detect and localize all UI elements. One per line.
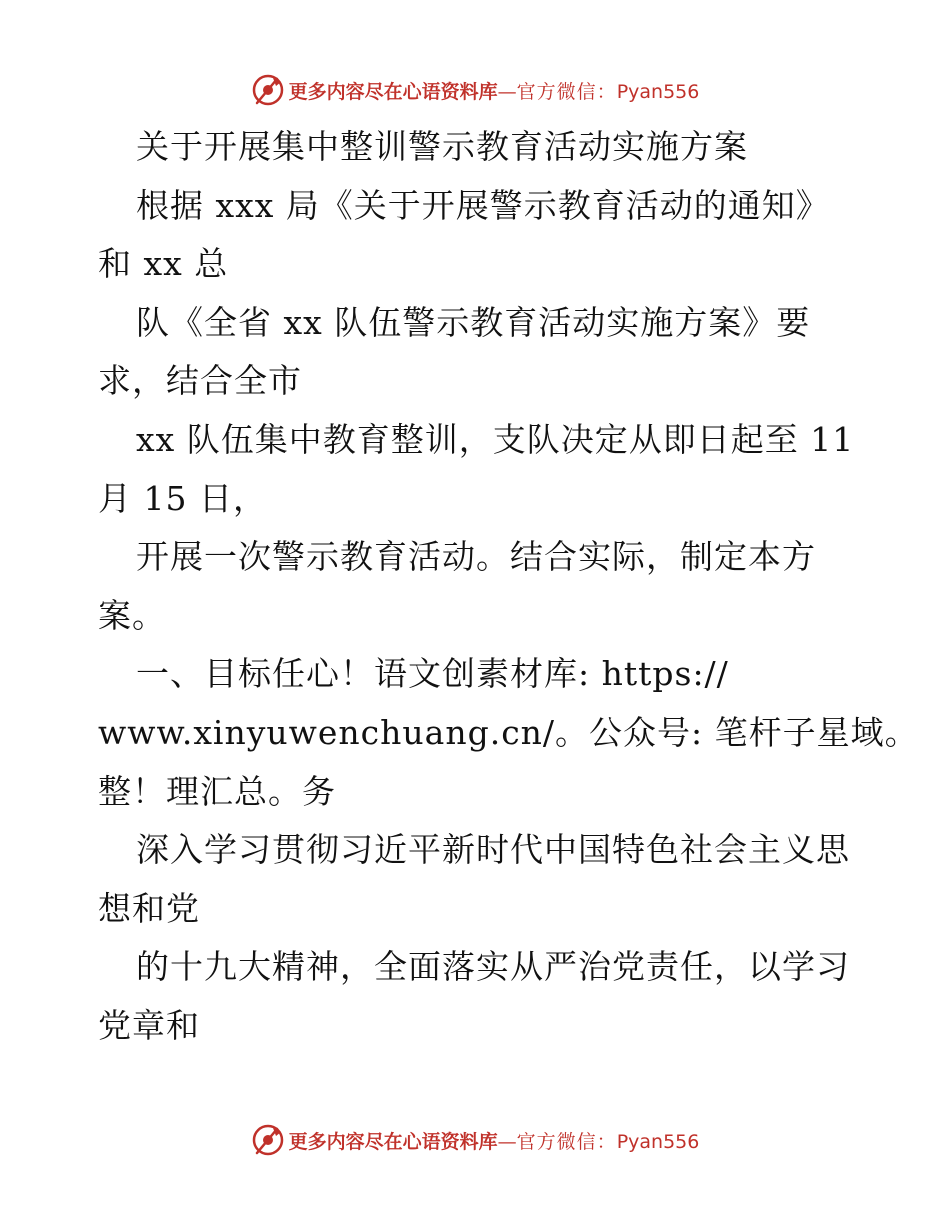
section-heading-line: 一、目标任心！语文创素材库: https://: [136, 654, 729, 694]
document-body: [98, 118, 919, 1056]
paragraph-line: 的十九大精神，全面落实从严治党责任，以学习: [136, 947, 850, 987]
footer-banner: [0, 1120, 950, 1160]
banner-wechat-id: Pyan556: [616, 1130, 700, 1153]
paragraph-line: 根据 xxx 局《关于开展警示教育活动的通知》: [136, 185, 830, 225]
banner-main-text: 更多内容尽在心语资料库: [288, 80, 498, 103]
paragraph-line: 求，结合全市: [98, 361, 302, 401]
banner-main-text: 更多内容尽在心语资料库: [288, 1130, 498, 1153]
banner-text: [289, 1127, 700, 1154]
paragraph-line: 整！理汇总。务: [98, 771, 336, 811]
banner-wechat-label: 官方微信：: [516, 1130, 617, 1153]
paragraph-line: 队《全省 xx 队伍警示教育活动实施方案》要: [136, 302, 811, 342]
banner-dash: —: [497, 80, 517, 103]
paragraph-line: xx 队伍集中教育整训，支队决定从即日起至 11: [136, 419, 855, 459]
header-banner: [0, 70, 950, 110]
quill-seal-logo-icon: [251, 73, 285, 107]
paragraph-line: 月 15 日，: [98, 478, 267, 518]
paragraph-line: 和 xx 总: [98, 244, 229, 284]
doc-title: 关于开展集中整训警示教育活动实施方案: [136, 127, 748, 166]
paragraph-line: 开展一次警示教育活动。结合实际，制定本方: [136, 537, 816, 577]
paragraph-line: 深入学习贯彻习近平新时代中国特色社会主义思: [136, 830, 850, 870]
paragraph-line: 想和党: [98, 888, 200, 928]
banner-text: [289, 77, 700, 104]
quill-seal-logo-icon: [251, 1123, 285, 1157]
banner-wechat-id: Pyan556: [616, 80, 700, 103]
paragraph-line: www.xinyuwenchuang.cn/。公众号: 笔杆子星域。: [98, 712, 919, 752]
banner-wechat-label: 官方微信：: [516, 80, 617, 103]
banner-dash: —: [497, 1130, 517, 1153]
paragraph-line: 案。: [98, 595, 166, 635]
paragraph-line: 党章和: [98, 1005, 200, 1045]
